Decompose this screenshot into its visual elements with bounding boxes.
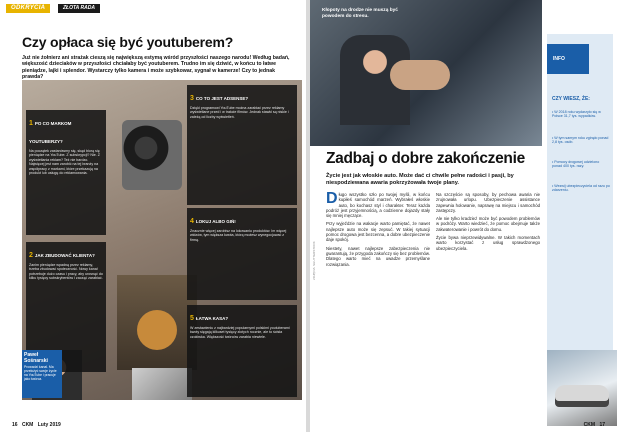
right-page	[310, 0, 617, 432]
box-text: Dzięki programowi YouTube można zarabiać przez reklamy wyświetlane przed i w trakcie filmów. Jednak stawki są niskie i zależą od liczby wyświetleń.	[190, 106, 289, 119]
guitar-photo	[117, 275, 197, 370]
box-title: PO CO MARKOM YOUTUBERZY?	[29, 121, 72, 144]
box-number: 1	[29, 120, 33, 127]
text-column-1	[326, 192, 430, 270]
left-page	[0, 0, 306, 432]
issue-date: Luty 2019	[37, 422, 61, 428]
youtuber-photo	[132, 368, 192, 400]
box-text: W zestawieniu z najbardziej popularnymi polskimi youtuberami kwoty sięgają kilkuset tysięcy złotych rocznie, ale to ścisła czołówka. Większość twórców zarabia niewiele.	[190, 326, 290, 339]
info-box-5	[187, 305, 297, 397]
photo-credit: ZDJĘCIA: SHUTTERSTOCK	[312, 241, 316, 280]
section-sub-kicker: ZŁOTA RADA	[58, 4, 100, 13]
box-title: JAK ZBUDOWAĆ KLIENTA?	[34, 253, 95, 258]
photo-collage	[22, 80, 302, 400]
page-folio-left	[12, 422, 61, 428]
info-tag: INFO	[547, 44, 589, 74]
paragraph: Przy wyjeździe na wakacje warto pamiętać, że nawet najlepsze auto może się zepsuć. W takiej sytuacji pomoc drogowa jest bezcenna, a dobre ubezpieczenie daje spokój.	[326, 221, 430, 243]
page-number: 16	[12, 422, 18, 428]
box-text: Na początek zastanówmy się, skąd biorą się pieniądze na YouTube. Z subskrypcji? Nie. Z wyświetlania reklam? Też nie bardzo. Najwięcej jest nam zarobić na tej branży na współpracy z markami, które przekazują na produkt lub usługę do reklamowania.	[29, 149, 100, 176]
camera-photo	[122, 120, 182, 190]
text-column-2	[436, 192, 540, 254]
box-title: ŁATWA KASA?	[195, 316, 229, 321]
box-number: 5	[190, 315, 194, 322]
box-title: LOKUJ ALBO GIŃ!	[195, 219, 236, 224]
article-headline: Zadbaj o dobre zakończenie	[326, 150, 525, 167]
paragraph: Na szczęście są sposoby, by pechowa awaria nie zrujnowała urlopu. Ubezpieczenie assistance zapewnia holowanie, naprawę na miejscu i samochód zastępczy.	[436, 192, 540, 213]
article-headline: Czy opłaca się być youtuberem?	[22, 34, 234, 50]
car-photo	[547, 350, 617, 426]
quote-name: Paweł Sośnarski	[24, 352, 48, 364]
paragraph: Życie bywa nieprzewidywalne. W takich momentach warto korzystać z usług sprawdzonego ubezpieczyciela.	[436, 235, 540, 251]
section-kicker: ODKRYCIA	[6, 4, 50, 13]
dropcap: D	[326, 190, 338, 207]
page-folio-right	[581, 422, 605, 428]
paragraph: Ale nie tylko kradzież może być powodem problemów w podróży. Warto wiedzieć, że pomoc obejmuje także zakwaterowanie i powrót do domu.	[436, 216, 540, 232]
info-box-1	[26, 110, 106, 235]
box-number: 3	[190, 95, 194, 102]
box-text: Zanim pieniądze wpadną przez reklamy, trzeba zbudować społeczność. Nowy kanał potrzebuje dużo czasu i pracy, aby urosnąć do kilku tysięcy subskrybentów i zacząć zarabiać.	[29, 263, 103, 281]
quote-box	[22, 350, 62, 398]
article-lead: Już nie żołnierz ani strażak cieszą się największą estymą wśród przyszłości naszego narodu! Według badań, większość dzieciaków w przyszłości chciałaby być youtuberem. Trudno im się dziwić, w końcu to łatwe pieniądze, lajki i splendor. Wystarczy tylko kamera i może szybkowar, sygnał w kamerze! Czy to jednak prawda?	[22, 55, 290, 80]
brand-logo: CKM	[583, 422, 596, 428]
info-heading: CZY WIESZ, ŻE:	[552, 96, 590, 102]
box-number: 4	[190, 218, 194, 225]
box-number: 2	[29, 252, 33, 259]
info-box-3	[187, 85, 297, 205]
brand-logo: CKM	[21, 422, 34, 428]
page-number: 17	[599, 422, 605, 428]
paragraph: Długo wszystko szło po twojej myśli, w końcu kupiłeś samochód marzeń. Wybrałeś włoskie auto, bo kochasz styl i charakter. Teraz każda podróż jest przyjemnością, a codzienne dojazdy stały się mniej męczące.	[326, 190, 430, 219]
quote-text: Prowadzi kanał. Ma przełożyć swoje życie na YouTube i pracuje jako twórca.	[24, 365, 57, 381]
info-item: • W 2018 roku wydarzyło się w Polsce 31,7 tys. wypadków.	[552, 110, 601, 119]
photo-caption: Kłopoty na drodze nie muszą być powodem do stresu.	[322, 8, 398, 19]
info-item: • W tym samym roku zginęło ponad 2,8 tys. osób.	[552, 136, 609, 145]
info-box-4	[187, 208, 297, 300]
box-title: CO TO JEST ADSENSE?	[195, 96, 249, 101]
info-item: • Pomocy drogowej udzielono ponad 400 tys. razy.	[552, 160, 600, 169]
hand-figure	[390, 60, 450, 90]
info-item: • Wezwij ubezpieczyciela od razu po zdarzeniu.	[552, 184, 610, 193]
article-lead: Życie jest jak włoskie auto. Może dać ci chwile pełne radości i pasji, by niespodziewana awaria pokrzyżowała twoje plany.	[326, 173, 514, 186]
hero-photo	[310, 0, 542, 146]
box-text: Znacznie więcej zarobisz na lokowaniu produktów. Im więcej widzów, tym większa kwota, którą możesz wynegocjować z firmą.	[190, 229, 287, 242]
paragraph: Niestety, nawet najlepsze zabezpieczenia nie gwarantują, że przygoda zakończy się bez problemów. Dlatego warto mieć na uwadze przemyślane rozwiązania.	[326, 245, 430, 267]
